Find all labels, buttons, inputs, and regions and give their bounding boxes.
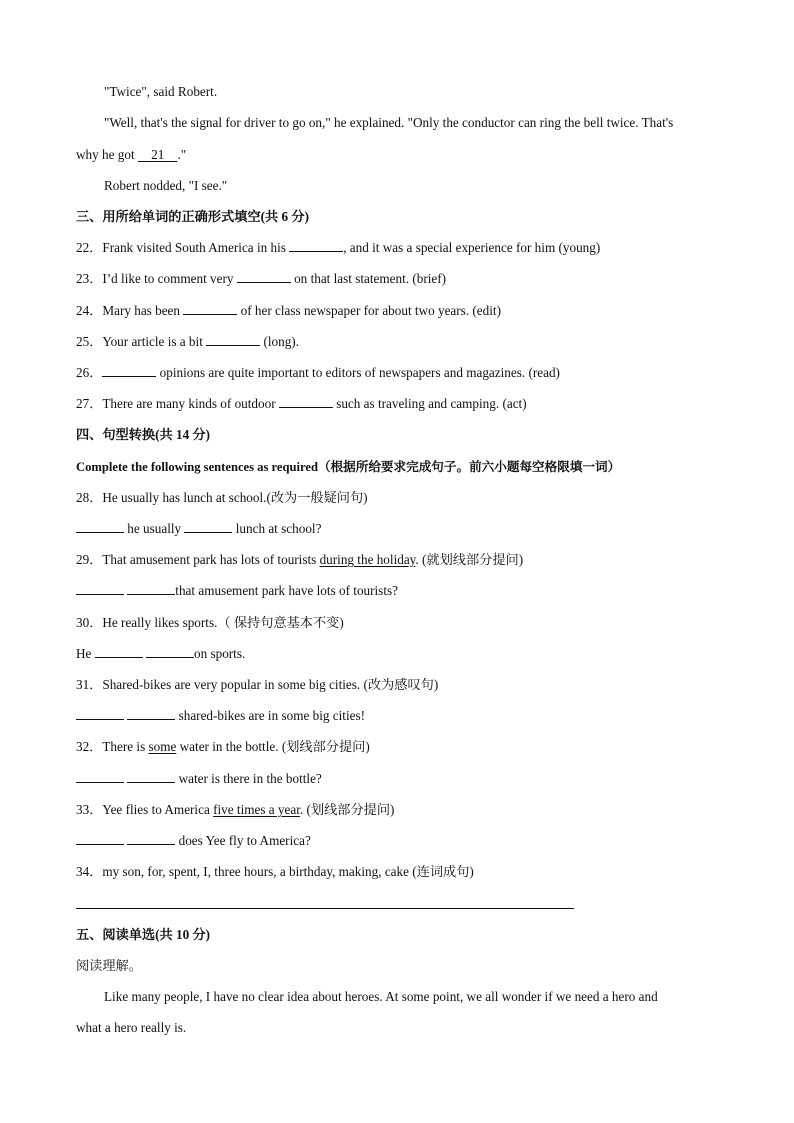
question-27: 27．There are many kinds of outdoor such as traveling and camping. (act) [76,396,527,411]
passage-line: what a hero really is. [76,1020,187,1035]
answer-28: he usually lunch at school? [76,520,321,538]
answer-blank[interactable] [127,770,175,783]
answer-blank[interactable] [76,770,124,783]
answer-blank[interactable] [279,395,333,408]
answer-32: water is there in the bottle? [76,770,322,788]
answer-blank[interactable] [76,582,124,595]
section-heading: 三、用所给单词的正确形式填空(共 6 分) [76,209,309,224]
section-instruction: Complete the following sentences as required（根据所给要求完成句子。前六小题每空格限填一词） [76,460,621,474]
answer-30: He on sports. [76,646,246,661]
question-29: 29．That amusement park has lots of tourists during the holiday. (就划线部分提问) [76,552,524,567]
blank-21[interactable]: 21 [151,147,165,162]
section-heading: 五、阅读单选(共 10 分) [76,927,211,942]
question-26: 26． opinions are quite important to editors of newspapers and magazines. (read) [76,365,560,380]
question-22: 22．Frank visited South America in his , and it was a special experience for him (young) [76,240,601,255]
section-heading: 四、句型转换(共 14 分) [76,427,211,442]
answer-line-34[interactable] [76,908,574,909]
dialog-line: Robert nodded, "I see." [104,178,228,193]
answer-blank[interactable] [127,707,175,720]
answer-blank[interactable] [146,645,194,658]
question-23: 23．I’d like to comment very on that last statement. (brief) [76,271,447,286]
answer-blank[interactable] [289,239,343,252]
answer-blank[interactable] [127,832,175,845]
answer-blank[interactable] [127,582,175,595]
dialog-line: why he got 21 ." [76,147,187,162]
question-28: 28．He usually has lunch at school.(改为一般疑问句) [76,490,368,505]
answer-31: shared-bikes are in some big cities! [76,707,365,725]
underlined-phrase: five times a year [213,802,300,817]
underlined-phrase: some [148,739,177,754]
answer-blank[interactable] [183,302,237,315]
question-32: 32．There is some water in the bottle. (划线部分提问) [76,739,370,754]
answer-blank[interactable] [76,832,124,845]
answer-blank[interactable] [76,520,124,533]
answer-blank[interactable] [76,707,124,720]
question-24: 24．Mary has been of her class newspaper for about two years. (edit) [76,303,501,318]
underlined-phrase: during the holiday [319,552,416,567]
answer-33: does Yee fly to America? [76,832,311,850]
question-33: 33．Yee flies to America five times a year. (划线部分提问) [76,802,395,817]
answer-blank[interactable] [237,270,291,283]
question-31: 31．Shared-bikes are very popular in some big cities. (改为感叹句) [76,677,439,692]
answer-blank[interactable] [95,645,143,658]
answer-blank[interactable] [184,520,232,533]
dialog-line: "Well, that's the signal for driver to go on," he explained. "Only the conductor can ring the bell twice. That's [104,115,674,130]
answer-blank[interactable] [206,333,260,346]
question-34: 34．my son, for, spent, I, three hours, a birthday, making, cake (连词成句) [76,864,474,879]
answer-29: that amusement park have lots of tourists? [76,582,398,600]
dialog-line: "Twice", said Robert. [104,84,218,99]
section-subheading: 阅读理解。 [76,958,142,973]
question-25: 25．Your article is a bit (long). [76,334,299,349]
answer-blank[interactable] [102,364,156,377]
passage-line: Like many people, I have no clear idea about heroes. At some point, we all wonder if we need a hero and [104,989,658,1004]
question-30: 30．He really likes sports.（ 保持句意基本不变) [76,615,344,630]
